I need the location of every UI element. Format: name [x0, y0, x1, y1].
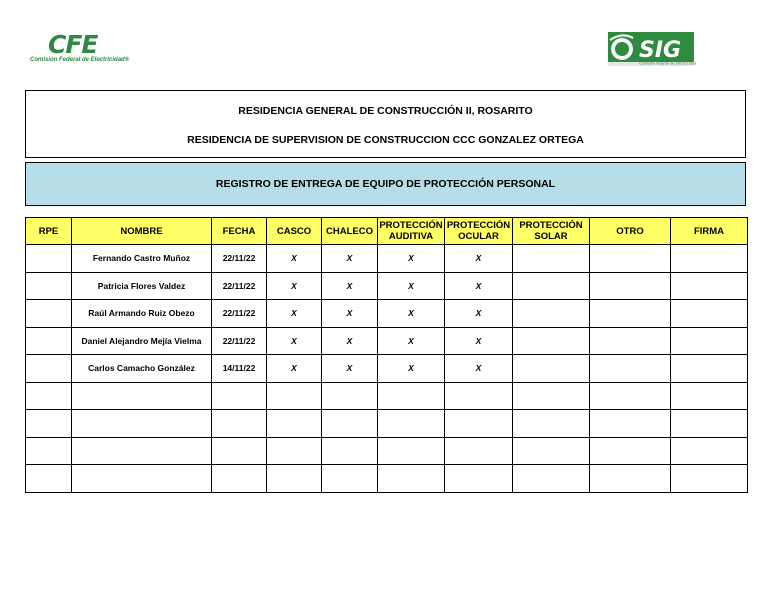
table-row [26, 300, 748, 328]
cell-nombre [72, 465, 212, 493]
registry-table [25, 217, 748, 493]
cfe-logo-tagline: Comisión Federal de Electricidad® [30, 57, 130, 63]
cell-nombre: Patricia Flores Valdez [72, 272, 212, 300]
cell-fecha: 22/11/22 [212, 245, 267, 273]
cell-casco [267, 410, 322, 438]
table-row [26, 437, 748, 465]
column-header-proteccion-ocular: PROTECCIÓN OCULAR [445, 218, 513, 245]
cfe-logo [26, 30, 130, 68]
cell-solar [513, 410, 590, 438]
cell-solar [513, 300, 590, 328]
cell-casco: X [267, 245, 322, 273]
cell-rpe [26, 437, 72, 465]
header-line-2: RESIDENCIA DE SUPERVISION DE CONSTRUCCION CCC GONZALEZ ORTEGA [187, 134, 584, 146]
cell-firma [671, 410, 748, 438]
cell-fecha [212, 437, 267, 465]
column-header-chaleco: CHALECO [322, 218, 378, 245]
cell-rpe [26, 327, 72, 355]
cell-casco: X [267, 355, 322, 383]
cell-otro [590, 355, 671, 383]
cell-fecha [212, 465, 267, 493]
table-row [26, 355, 748, 383]
cell-otro [590, 327, 671, 355]
column-header-fecha: FECHA [212, 218, 267, 245]
cell-ocular: X [445, 355, 513, 383]
cell-ocular [445, 382, 513, 410]
cell-firma [671, 272, 748, 300]
column-header-proteccion-solar: PROTECCIÓN SOLAR [513, 218, 590, 245]
cell-firma [671, 355, 748, 383]
cell-casco: X [267, 272, 322, 300]
cell-auditiva: X [378, 245, 445, 273]
cell-auditiva: X [378, 327, 445, 355]
column-header-otro: OTRO [590, 218, 671, 245]
cell-casco: X [267, 300, 322, 328]
cell-chaleco [322, 382, 378, 410]
cell-fecha: 22/11/22 [212, 272, 267, 300]
cell-fecha: 14/11/22 [212, 355, 267, 383]
form-title: REGISTRO DE ENTREGA DE EQUIPO DE PROTECCIÓN PERSONAL [25, 162, 746, 206]
cell-chaleco: X [322, 300, 378, 328]
cell-firma [671, 382, 748, 410]
cell-chaleco [322, 437, 378, 465]
column-header-firma: FIRMA [671, 218, 748, 245]
cell-nombre: Daniel Alejandro Mejía Vielma [72, 327, 212, 355]
column-header-nombre: NOMBRE [72, 218, 212, 245]
cell-auditiva: X [378, 300, 445, 328]
cell-nombre [72, 437, 212, 465]
cell-otro [590, 245, 671, 273]
cell-otro [590, 437, 671, 465]
cell-ocular: X [445, 272, 513, 300]
cell-chaleco: X [322, 272, 378, 300]
cell-casco [267, 382, 322, 410]
cell-ocular [445, 437, 513, 465]
cell-ocular [445, 465, 513, 493]
table-row [26, 465, 748, 493]
cell-solar [513, 355, 590, 383]
cell-auditiva [378, 410, 445, 438]
cell-solar [513, 465, 590, 493]
cell-firma [671, 327, 748, 355]
cell-chaleco [322, 410, 378, 438]
cell-rpe [26, 410, 72, 438]
cell-firma [671, 300, 748, 328]
column-header-rpe: RPE [26, 218, 72, 245]
cell-fecha [212, 410, 267, 438]
table-row [26, 327, 748, 355]
cell-nombre: Raúl Armando Ruiz Obezo [72, 300, 212, 328]
cell-casco [267, 465, 322, 493]
cell-firma [671, 437, 748, 465]
cell-otro [590, 272, 671, 300]
cell-rpe [26, 465, 72, 493]
cell-chaleco: X [322, 327, 378, 355]
cell-chaleco [322, 465, 378, 493]
cell-casco [267, 437, 322, 465]
sig-logo-graphic [605, 30, 697, 68]
cell-auditiva [378, 382, 445, 410]
cell-auditiva [378, 465, 445, 493]
table-row [26, 272, 748, 300]
cell-otro [590, 410, 671, 438]
header-box [25, 90, 746, 158]
cell-otro [590, 382, 671, 410]
cell-solar [513, 327, 590, 355]
cell-ocular [445, 410, 513, 438]
cell-nombre: Fernando Castro Muñoz [72, 245, 212, 273]
sig-logo-text: SIG [639, 38, 682, 63]
cell-solar [513, 272, 590, 300]
table-row [26, 382, 748, 410]
cell-nombre [72, 382, 212, 410]
cell-rpe [26, 245, 72, 273]
sig-logo [605, 30, 697, 68]
cell-ocular: X [445, 327, 513, 355]
header-line-1: RESIDENCIA GENERAL DE CONSTRUCCIÓN II, ROSARITO [238, 105, 533, 117]
cell-firma [671, 465, 748, 493]
cell-chaleco: X [322, 355, 378, 383]
cell-rpe [26, 272, 72, 300]
column-header-casco: CASCO [267, 218, 322, 245]
cell-fecha: 22/11/22 [212, 300, 267, 328]
cell-rpe [26, 382, 72, 410]
table-row [26, 245, 748, 273]
cell-otro [590, 465, 671, 493]
cell-ocular: X [445, 300, 513, 328]
cell-nombre [72, 410, 212, 438]
column-header-proteccion-auditiva: PROTECCIÓN AUDITIVA [378, 218, 445, 245]
cfe-logo-text: CFE [48, 30, 98, 59]
cell-rpe [26, 300, 72, 328]
sig-logo-tagline: Comisión Federal de Electricidad [639, 61, 697, 66]
table-row [26, 410, 748, 438]
cell-fecha [212, 382, 267, 410]
cell-auditiva: X [378, 272, 445, 300]
cell-auditiva [378, 437, 445, 465]
cell-otro [590, 300, 671, 328]
cell-firma [671, 245, 748, 273]
table-header-row [26, 218, 748, 245]
cell-auditiva: X [378, 355, 445, 383]
cell-rpe [26, 355, 72, 383]
cell-solar [513, 245, 590, 273]
cell-casco: X [267, 327, 322, 355]
cell-fecha: 22/11/22 [212, 327, 267, 355]
cell-solar [513, 382, 590, 410]
cell-nombre: Carlos Camacho González [72, 355, 212, 383]
cell-chaleco: X [322, 245, 378, 273]
cell-ocular: X [445, 245, 513, 273]
cell-solar [513, 437, 590, 465]
